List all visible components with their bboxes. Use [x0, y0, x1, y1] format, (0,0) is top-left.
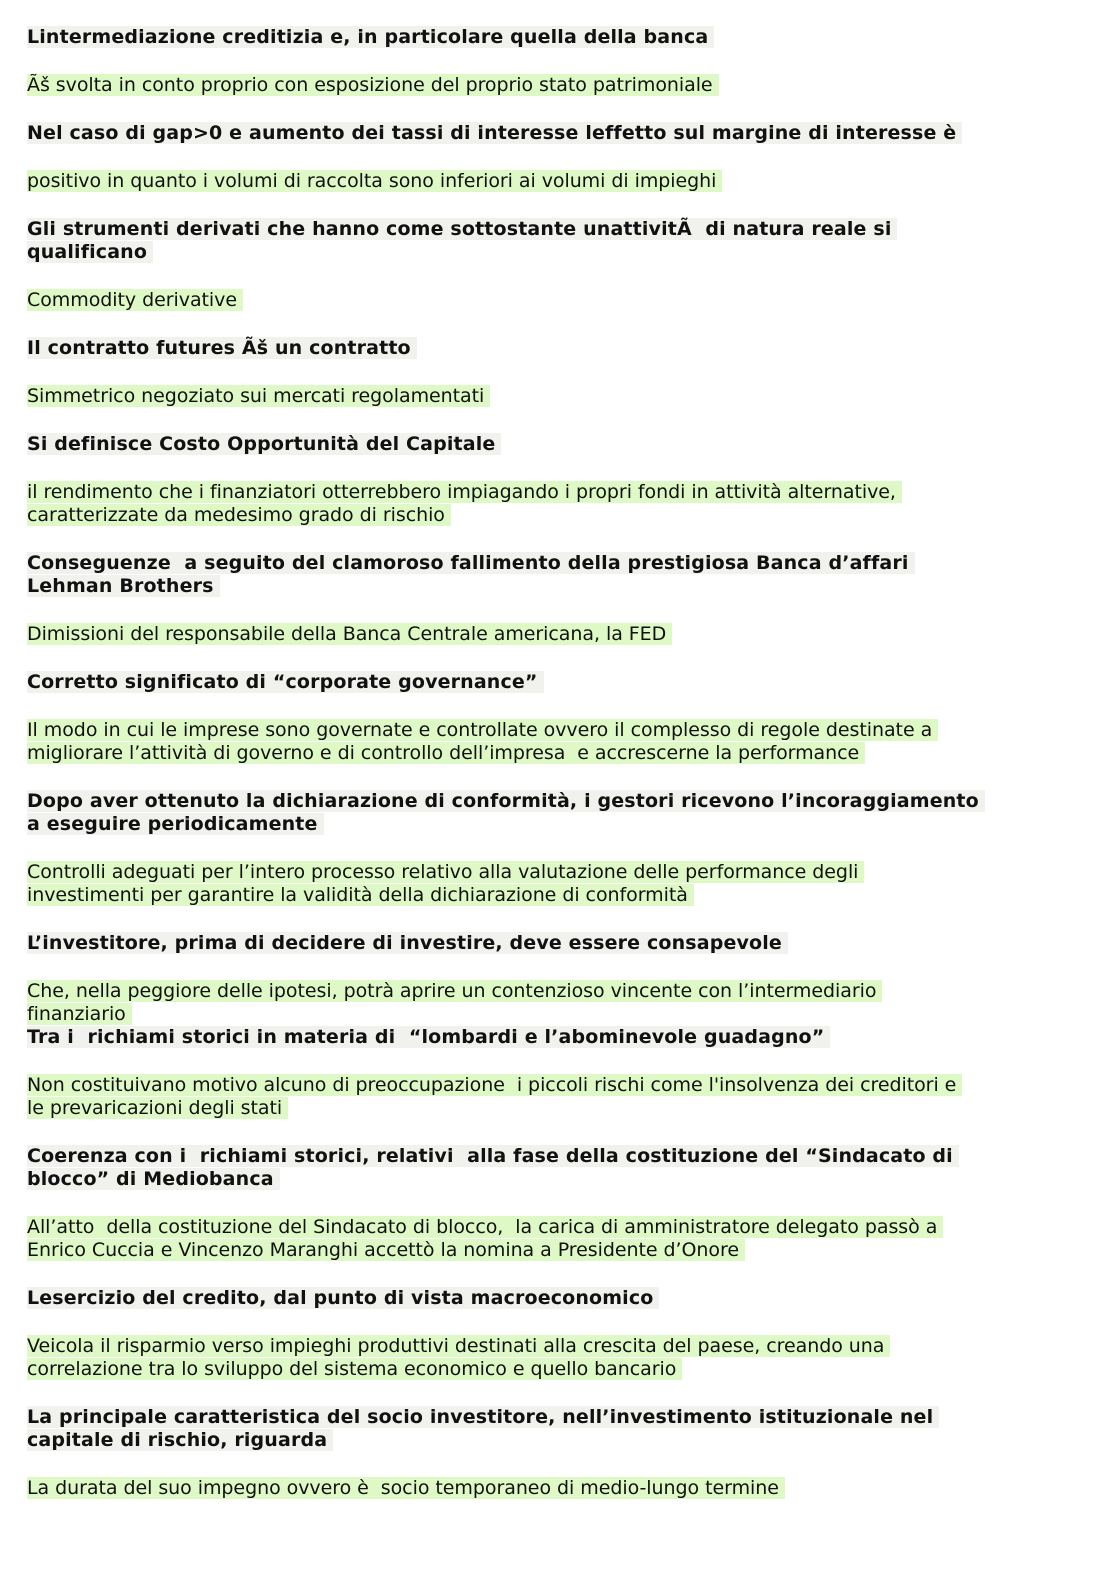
answer-8	[27, 861, 1087, 907]
question-text: Conseguenze a seguito del clamoroso fallimento della prestigiosa Banca d’affari Lehman Brothers	[27, 552, 915, 597]
question-text: Tra i richiami storici in materia di “lombardi e l’abominevole guadagno”	[27, 1026, 830, 1048]
answer-text: All’atto della costituzione del Sindacato di blocco, la carica di amministratore delegato passò a Enrico Cuccia e Vincenzo Maranghi accettò la nomina a Presidente d’Onore	[27, 1216, 943, 1261]
question-text: Nel caso di gap>0 e aumento dei tassi di interesse leffetto sul margine di interesse è	[27, 122, 962, 144]
question-3	[27, 218, 1087, 264]
answer-3	[27, 289, 1087, 312]
question-text: Si definisce Costo Opportunità del Capitale	[27, 433, 501, 455]
question-13	[27, 1406, 1087, 1452]
answer-text: Controlli adeguati per l’intero processo relativo alla valutazione delle performance degli investimenti per garantire la validità della dichiarazione di conformità	[27, 861, 864, 906]
answer-text: Non costituivano motivo alcuno di preoccupazione i piccoli rischi come l'insolvenza dei creditori e le prevaricazioni degli stati	[27, 1074, 962, 1119]
answer-7	[27, 719, 1087, 765]
answer-text: Il modo in cui le imprese sono governate e controllate ovvero il complesso di regole destinate a migliorare l’attività di governo e di controllo dell’impresa e accrescerne la performance	[27, 719, 938, 764]
answer-9	[27, 980, 1087, 1026]
question-text: Lesercizio del credito, dal punto di vista macroeconomico	[27, 1287, 659, 1309]
answer-1	[27, 74, 1087, 97]
question-text: Coerenza con i richiami storici, relativi alla fase della costituzione del “Sindacato di blocco” di Mediobanca	[27, 1145, 959, 1190]
answer-6	[27, 623, 1087, 646]
question-text: Corretto significato di “corporate governance”	[27, 671, 544, 693]
question-text: Lintermediazione creditizia e, in particolare quella della banca	[27, 26, 714, 48]
answer-12	[27, 1335, 1087, 1381]
answer-text: Che, nella peggiore delle ipotesi, potrà aprire un contenzioso vincente con l’intermediario finanziario	[27, 980, 882, 1025]
question-text: Dopo aver ottenuto la dichiarazione di conformità, i gestori ricevono l’incoraggiamento a eseguire periodicamente	[27, 790, 985, 835]
question-8	[27, 790, 1087, 836]
answer-text: il rendimento che i finanziatori otterrebbero impiagando i propri fondi in attività alternative, caratterizzate da medesimo grado di rischio	[27, 481, 902, 526]
question-text: La principale caratteristica del socio investitore, nell’investimento istituzionale nel capitale di rischio, riguarda	[27, 1406, 939, 1451]
document-page	[27, 24, 1087, 1500]
answer-text: Dimissioni del responsabile della Banca Centrale americana, la FED	[27, 623, 672, 645]
question-6	[27, 552, 1087, 598]
question-1	[27, 26, 1087, 49]
answer-text: Ãš svolta in conto proprio con esposizione del proprio stato patrimoniale	[27, 74, 719, 96]
question-text: L’investitore, prima di decidere di investire, deve essere consapevole	[27, 932, 788, 954]
answer-10	[27, 1074, 1087, 1120]
answer-text: Veicola il risparmio verso impieghi produttivi destinati alla crescita del paese, creando una correlazione tra lo sviluppo del sistema economico e quello bancario	[27, 1335, 890, 1380]
question-2	[27, 122, 1087, 145]
question-text: Gli strumenti derivati che hanno come sottostante unattivitÃ di natura reale si qualificano	[27, 218, 897, 263]
question-10	[27, 1026, 1087, 1049]
question-4	[27, 337, 1087, 360]
answer-text: La durata del suo impegno ovvero è socio temporaneo di medio-lungo termine	[27, 1477, 785, 1499]
answer-text: Simmetrico negoziato sui mercati regolamentati	[27, 385, 490, 407]
question-7	[27, 671, 1087, 694]
answer-4	[27, 385, 1087, 408]
question-11	[27, 1145, 1087, 1191]
question-5	[27, 433, 1087, 456]
answer-11	[27, 1216, 1087, 1262]
question-12	[27, 1287, 1087, 1310]
question-text: Il contratto futures Ãš un contratto	[27, 337, 417, 359]
answer-5	[27, 481, 1087, 527]
answer-text: positivo in quanto i volumi di raccolta sono inferiori ai volumi di impieghi	[27, 170, 722, 192]
question-9	[27, 932, 1087, 955]
answer-13	[27, 1477, 1087, 1500]
answer-text: Commodity derivative	[27, 289, 243, 311]
answer-2	[27, 170, 1087, 193]
